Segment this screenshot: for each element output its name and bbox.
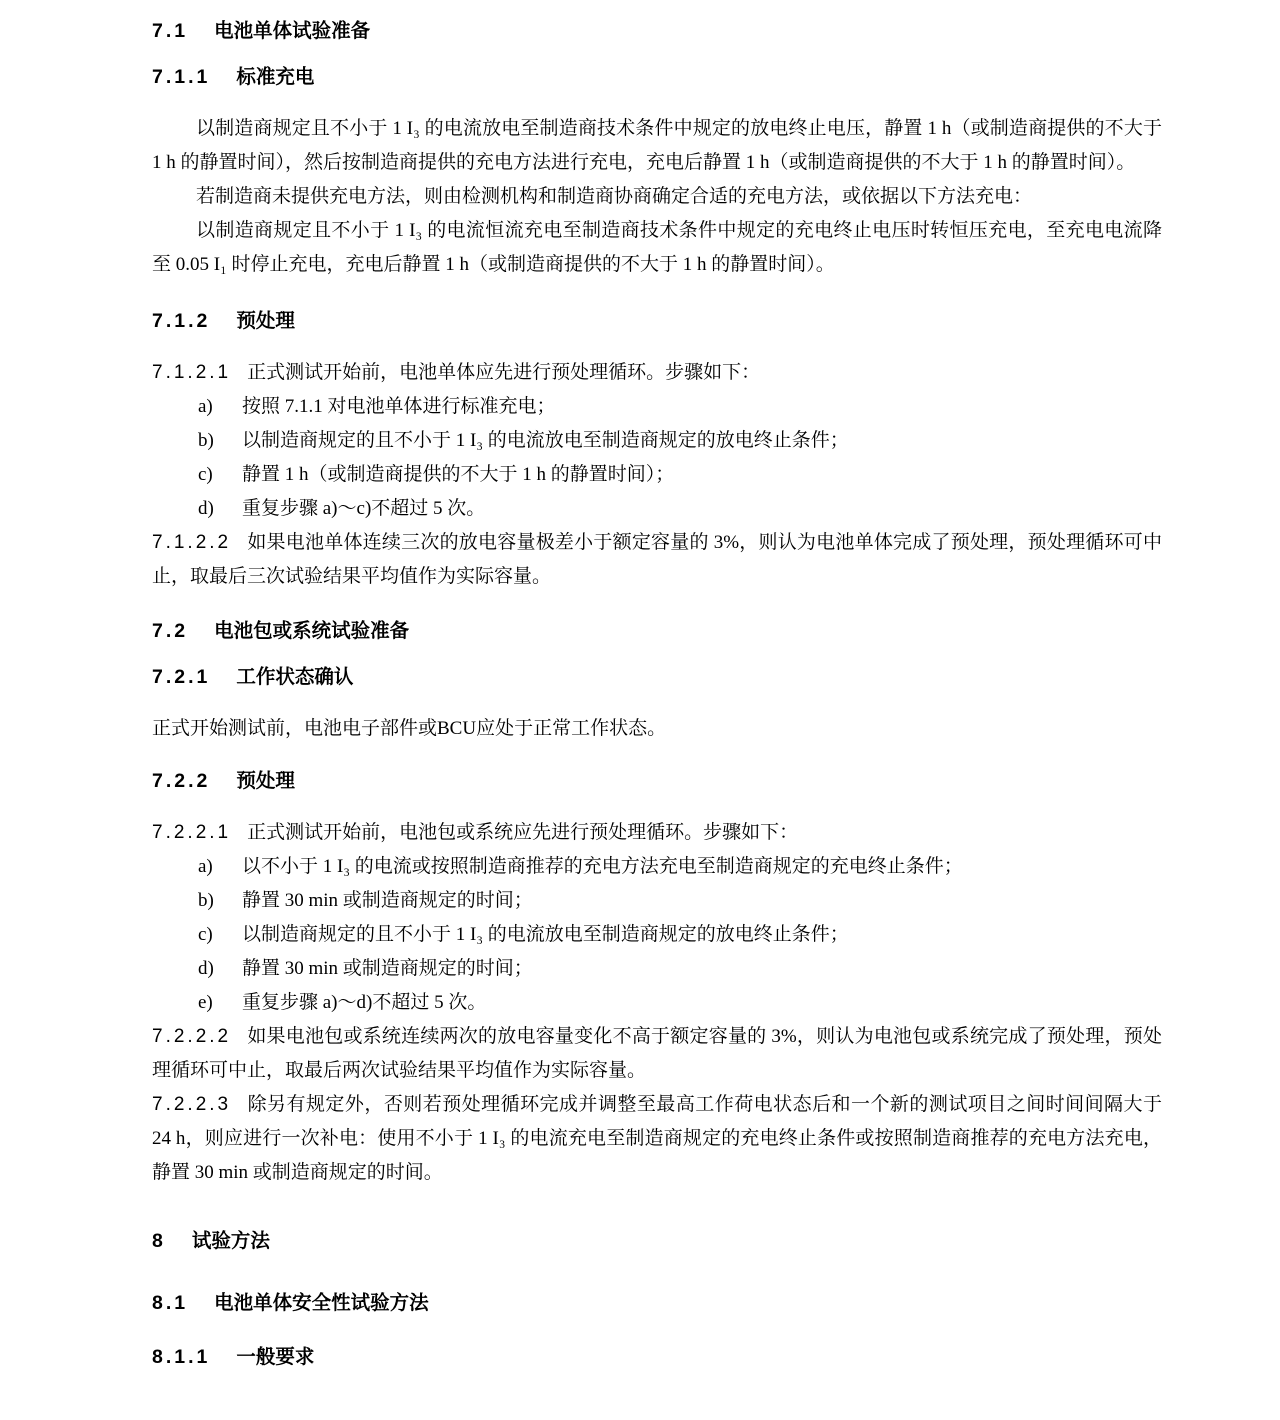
clause-7-2-2-3: [152, 1088, 1162, 1190]
list-item-cell-b: [198, 424, 1162, 458]
list-marker: c): [198, 924, 213, 945]
list-item-cell-a: [198, 390, 1162, 424]
list-item-cell-c: [198, 458, 1162, 492]
section-title: 标准充电: [236, 66, 315, 88]
section-heading-7-2-2: [152, 770, 1162, 792]
clause-number: 7.1.2.1: [152, 362, 232, 383]
list-item-text: 以不小于 1 I₃ 的电流或按照制造商推荐的充电方法充电至制造商规定的充电终止条件；: [242, 856, 963, 877]
paragraph-bcu-status: 正式开始测试前，电池电子部件或BCU应处于正常工作状态。: [152, 718, 667, 739]
clause-number: 7.2.2.3: [152, 1094, 232, 1115]
list-marker: d): [198, 498, 214, 519]
list-marker: e): [198, 992, 213, 1013]
list-item-text: 重复步骤 a)～c)不超过 5 次。: [242, 498, 486, 519]
list-marker: a): [198, 856, 213, 877]
clause-number: 7.2.2.1: [152, 822, 232, 843]
section-title: 工作状态确认: [236, 666, 354, 688]
clause-7-1-2-1: [152, 356, 1162, 390]
list-marker: d): [198, 958, 214, 979]
section-number: 8.1: [152, 1292, 189, 1314]
section-heading-7-1: [152, 20, 1162, 42]
section-number: 8.1.1: [152, 1346, 211, 1368]
section-number: 7.2: [152, 620, 189, 642]
list-item-text: 静置 30 min 或制造商规定的时间；: [242, 890, 533, 911]
clause-number: 7.2.2.2: [152, 1026, 232, 1047]
clause-text: 正式测试开始前，电池包或系统应先进行预处理循环。步骤如下：: [247, 822, 799, 843]
list-item-text: 重复步骤 a)～d)不超过 5 次。: [242, 992, 487, 1013]
list-item-text: 以制造商规定的且不小于 1 I₃ 的电流放电至制造商规定的放电终止条件；: [242, 430, 849, 451]
paragraph-standard-charge-1: 以制造商规定且不小于 1 I₃ 的电流放电至制造商技术条件中规定的放电终止电压，静置 1 h（或制造商提供的不大于 1 h 的静置时间），然后按制造商提供的充电方法进行充电，充电后静置 1 h（或制造商提供的不大于 1 h 的静置时间）。: [152, 118, 1162, 173]
section-heading-7-2-1: [152, 666, 1162, 688]
section-number: 7.1.1: [152, 66, 211, 88]
clause-number: 7.1.2.2: [152, 532, 232, 553]
clause-7-1-2-2: [152, 526, 1162, 594]
section-number: 7.1.2: [152, 310, 211, 332]
list-marker: a): [198, 396, 213, 417]
list-item-pack-c: [198, 918, 1162, 952]
section-number: 7.1: [152, 20, 189, 42]
list-item-text: 静置 30 min 或制造商规定的时间；: [242, 958, 533, 979]
section-heading-8-1: [152, 1292, 1162, 1314]
list-item-text: 以制造商规定的且不小于 1 I₃ 的电流放电至制造商规定的放电终止条件；: [242, 924, 849, 945]
clause-7-2-2-2: [152, 1020, 1162, 1088]
section-title: 电池单体试验准备: [214, 20, 371, 42]
clause-text: 正式测试开始前，电池单体应先进行预处理循环。步骤如下：: [247, 362, 761, 383]
list-item-pack-a: [198, 850, 1162, 884]
list-item-text: 静置 1 h（或制造商提供的不大于 1 h 的静置时间）；: [242, 464, 675, 485]
section-title: 一般要求: [236, 1346, 315, 1368]
clause-text: 如果电池包或系统连续两次的放电容量变化不高于额定容量的 3%，则认为电池包或系统完成了预处理，预处理循环可中止，取最后两次试验结果平均值作为实际容量。: [152, 1026, 1162, 1081]
paragraph-standard-charge-3: 以制造商规定且不小于 1 I₃ 的电流恒流充电至制造商技术条件中规定的充电终止电压时转恒压充电，至充电电流降至 0.05 I₁ 时停止充电，充电后静置 1 h（或制造商提供的不大于 1 h 的静置时间）。: [152, 220, 1162, 275]
section-heading-7-1-2: [152, 310, 1162, 332]
clause-text: 如果电池单体连续三次的放电容量极差小于额定容量的 3%，则认为电池单体完成了预处理，预处理循环可中止，取最后三次试验结果平均值作为实际容量。: [152, 532, 1162, 587]
list-item-text: 按照 7.1.1 对电池单体进行标准充电；: [242, 396, 556, 417]
list-item-pack-e: [198, 986, 1162, 1020]
section-heading-8-1-1: [152, 1346, 1162, 1368]
paragraph-standard-charge-2: 若制造商未提供充电方法，则由检测机构和制造商协商确定合适的充电方法，或依据以下方法充电：: [196, 186, 1033, 207]
clause-text: 除另有规定外，否则若预处理循环完成并调整至最高工作荷电状态后和一个新的测试项目之间时间间隔大于 24 h，则应进行一次补电：使用不小于 1 I₃ 的电流充电至制造商规定的充电终止条件或按照制造商推荐的充电方法充电，静置 30 min 或制造商规定的时间。: [152, 1094, 1162, 1183]
chapter-number: 8: [152, 1230, 166, 1252]
list-item-cell-d: [198, 492, 1162, 526]
section-heading-7-1-1: [152, 66, 1162, 88]
section-title: 电池包或系统试验准备: [214, 620, 410, 642]
list-item-pack-b: [198, 884, 1162, 918]
section-number: 7.2.1: [152, 666, 211, 688]
list-marker: b): [198, 430, 214, 451]
section-title: 预处理: [236, 310, 295, 332]
list-item-pack-d: [198, 952, 1162, 986]
list-marker: b): [198, 890, 214, 911]
list-marker: c): [198, 464, 213, 485]
clause-7-2-2-1: [152, 816, 1162, 850]
section-number: 7.2.2: [152, 770, 211, 792]
section-title: 预处理: [236, 770, 295, 792]
section-heading-7-2: [152, 620, 1162, 642]
chapter-title: 试验方法: [191, 1230, 270, 1252]
chapter-heading-8: [152, 1230, 1162, 1252]
section-title: 电池单体安全性试验方法: [214, 1292, 429, 1314]
